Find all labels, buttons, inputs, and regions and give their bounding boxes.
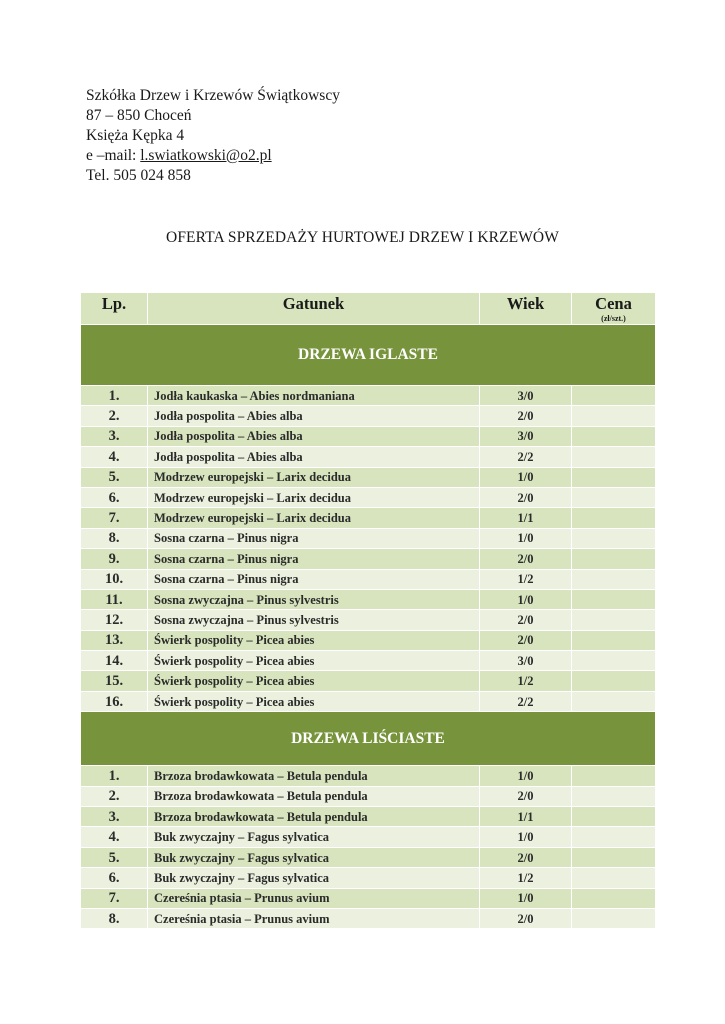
table-row — [81, 847, 656, 867]
age-value: 2/0 — [480, 487, 572, 507]
row-number: 7. — [81, 508, 148, 528]
price-value — [572, 426, 656, 446]
species-name: Sosna czarna – Pinus nigra — [148, 528, 480, 548]
age-value: 3/0 — [480, 386, 572, 406]
species-name: Jodła pospolita – Abies alba — [148, 426, 480, 446]
row-number: 12. — [81, 610, 148, 630]
table-row — [81, 691, 656, 711]
row-number: 6. — [81, 868, 148, 888]
company-header — [86, 86, 340, 186]
age-value: 1/0 — [480, 467, 572, 487]
table-row — [81, 508, 656, 528]
species-name: Buk zwyczajny – Fagus sylvatica — [148, 827, 480, 847]
row-number: 14. — [81, 651, 148, 671]
age-value: 1/2 — [480, 868, 572, 888]
price-value — [572, 528, 656, 548]
column-header-gatunek: Gatunek — [148, 293, 480, 325]
cena-unit: (zł/szt.) — [601, 314, 626, 323]
email-line — [86, 146, 340, 166]
email-link[interactable]: l.swiatkowski@o2.pl — [140, 147, 272, 164]
table-row — [81, 908, 656, 928]
price-value — [572, 807, 656, 827]
row-number: 2. — [81, 406, 148, 426]
table-row — [81, 786, 656, 806]
table-row — [81, 487, 656, 507]
row-number: 4. — [81, 827, 148, 847]
row-number: 9. — [81, 549, 148, 569]
row-number: 16. — [81, 691, 148, 711]
species-name: Świerk pospolity – Picea abies — [148, 651, 480, 671]
price-value — [572, 549, 656, 569]
table-row — [81, 467, 656, 487]
age-value: 1/0 — [480, 827, 572, 847]
table-body — [81, 325, 656, 929]
species-name: Czereśnia ptasia – Prunus avium — [148, 888, 480, 908]
species-name: Brzoza brodawkowata – Betula pendula — [148, 766, 480, 786]
company-name: Szkółka Drzew i Krzewów Świątkowscy — [86, 87, 340, 104]
age-value: 2/0 — [480, 549, 572, 569]
table-row — [81, 386, 656, 406]
species-name: Modrzew europejski – Larix decidua — [148, 487, 480, 507]
table-row — [81, 589, 656, 609]
age-value: 1/1 — [480, 807, 572, 827]
species-name: Brzoza brodawkowata – Betula pendula — [148, 786, 480, 806]
age-value: 1/2 — [480, 569, 572, 589]
table-row — [81, 807, 656, 827]
price-value — [572, 888, 656, 908]
table-row — [81, 406, 656, 426]
row-number: 1. — [81, 386, 148, 406]
species-name: Modrzew europejski – Larix decidua — [148, 508, 480, 528]
price-value — [572, 766, 656, 786]
price-value — [572, 827, 656, 847]
table-row — [81, 569, 656, 589]
age-value: 2/2 — [480, 447, 572, 467]
row-number: 4. — [81, 447, 148, 467]
offer-table — [80, 292, 656, 929]
price-value — [572, 671, 656, 691]
age-value: 2/0 — [480, 630, 572, 650]
species-name: Sosna zwyczajna – Pinus sylvestris — [148, 589, 480, 609]
age-value: 1/0 — [480, 766, 572, 786]
price-value — [572, 386, 656, 406]
table-row — [81, 610, 656, 630]
price-value — [572, 786, 656, 806]
age-value: 2/0 — [480, 406, 572, 426]
section-header-row — [81, 325, 656, 386]
table-row — [81, 651, 656, 671]
row-number: 5. — [81, 847, 148, 867]
column-header-wiek: Wiek — [480, 293, 572, 325]
table-row — [81, 868, 656, 888]
price-value — [572, 467, 656, 487]
column-header-lp: Lp. — [81, 293, 148, 325]
species-name: Sosna czarna – Pinus nigra — [148, 549, 480, 569]
table-row — [81, 766, 656, 786]
table-row — [81, 549, 656, 569]
row-number: 7. — [81, 888, 148, 908]
price-value — [572, 508, 656, 528]
price-value — [572, 908, 656, 928]
row-number: 11. — [81, 589, 148, 609]
section-title: DRZEWA LIŚCIASTE — [81, 712, 656, 766]
row-number: 13. — [81, 630, 148, 650]
table-row — [81, 426, 656, 446]
age-value: 1/1 — [480, 508, 572, 528]
row-number: 5. — [81, 467, 148, 487]
row-number: 10. — [81, 569, 148, 589]
row-number: 8. — [81, 528, 148, 548]
age-value: 2/0 — [480, 786, 572, 806]
price-value — [572, 487, 656, 507]
species-name: Świerk pospolity – Picea abies — [148, 671, 480, 691]
row-number: 8. — [81, 908, 148, 928]
section-title: DRZEWA IGLASTE — [81, 325, 656, 386]
price-value — [572, 447, 656, 467]
species-name: Czereśnia ptasia – Prunus avium — [148, 908, 480, 928]
species-name: Modrzew europejski – Larix decidua — [148, 467, 480, 487]
species-name: Świerk pospolity – Picea abies — [148, 630, 480, 650]
species-name: Jodła pospolita – Abies alba — [148, 406, 480, 426]
price-value — [572, 847, 656, 867]
table-row — [81, 630, 656, 650]
row-number: 15. — [81, 671, 148, 691]
species-name: Sosna czarna – Pinus nigra — [148, 569, 480, 589]
species-name: Sosna zwyczajna – Pinus sylvestris — [148, 610, 480, 630]
age-value: 1/0 — [480, 589, 572, 609]
row-number: 3. — [81, 426, 148, 446]
species-name: Brzoza brodawkowata – Betula pendula — [148, 807, 480, 827]
price-value — [572, 868, 656, 888]
species-name: Jodła pospolita – Abies alba — [148, 447, 480, 467]
cena-label: Cena — [595, 294, 632, 313]
age-value: 2/0 — [480, 847, 572, 867]
species-name: Buk zwyczajny – Fagus sylvatica — [148, 847, 480, 867]
row-number: 6. — [81, 487, 148, 507]
table-row — [81, 888, 656, 908]
table-row — [81, 671, 656, 691]
price-value — [572, 651, 656, 671]
age-value: 3/0 — [480, 426, 572, 446]
page-title: OFERTA SPRZEDAŻY HURTOWEJ DRZEW I KRZEWÓW — [166, 229, 559, 246]
age-value: 3/0 — [480, 651, 572, 671]
species-name: Jodła kaukaska – Abies nordmaniana — [148, 386, 480, 406]
age-value: 1/0 — [480, 528, 572, 548]
postal-address: 87 – 850 Choceń — [86, 107, 192, 124]
row-number: 3. — [81, 807, 148, 827]
price-value — [572, 569, 656, 589]
table-row — [81, 528, 656, 548]
species-name: Świerk pospolity – Picea abies — [148, 691, 480, 711]
price-value — [572, 589, 656, 609]
age-value: 2/2 — [480, 691, 572, 711]
species-name: Buk zwyczajny – Fagus sylvatica — [148, 868, 480, 888]
age-value: 2/0 — [480, 610, 572, 630]
email-label: e –mail: — [86, 147, 141, 164]
age-value: 1/0 — [480, 888, 572, 908]
table-row — [81, 827, 656, 847]
row-number: 1. — [81, 766, 148, 786]
table-row — [81, 447, 656, 467]
column-header-cena — [572, 293, 656, 325]
price-value — [572, 406, 656, 426]
price-value — [572, 610, 656, 630]
age-value: 2/0 — [480, 908, 572, 928]
street-address: Księża Kępka 4 — [86, 127, 185, 144]
section-header-row — [81, 712, 656, 766]
price-value — [572, 630, 656, 650]
price-value — [572, 691, 656, 711]
table-header-row — [81, 293, 656, 325]
row-number: 2. — [81, 786, 148, 806]
phone-number: Tel. 505 024 858 — [86, 167, 191, 184]
age-value: 1/2 — [480, 671, 572, 691]
